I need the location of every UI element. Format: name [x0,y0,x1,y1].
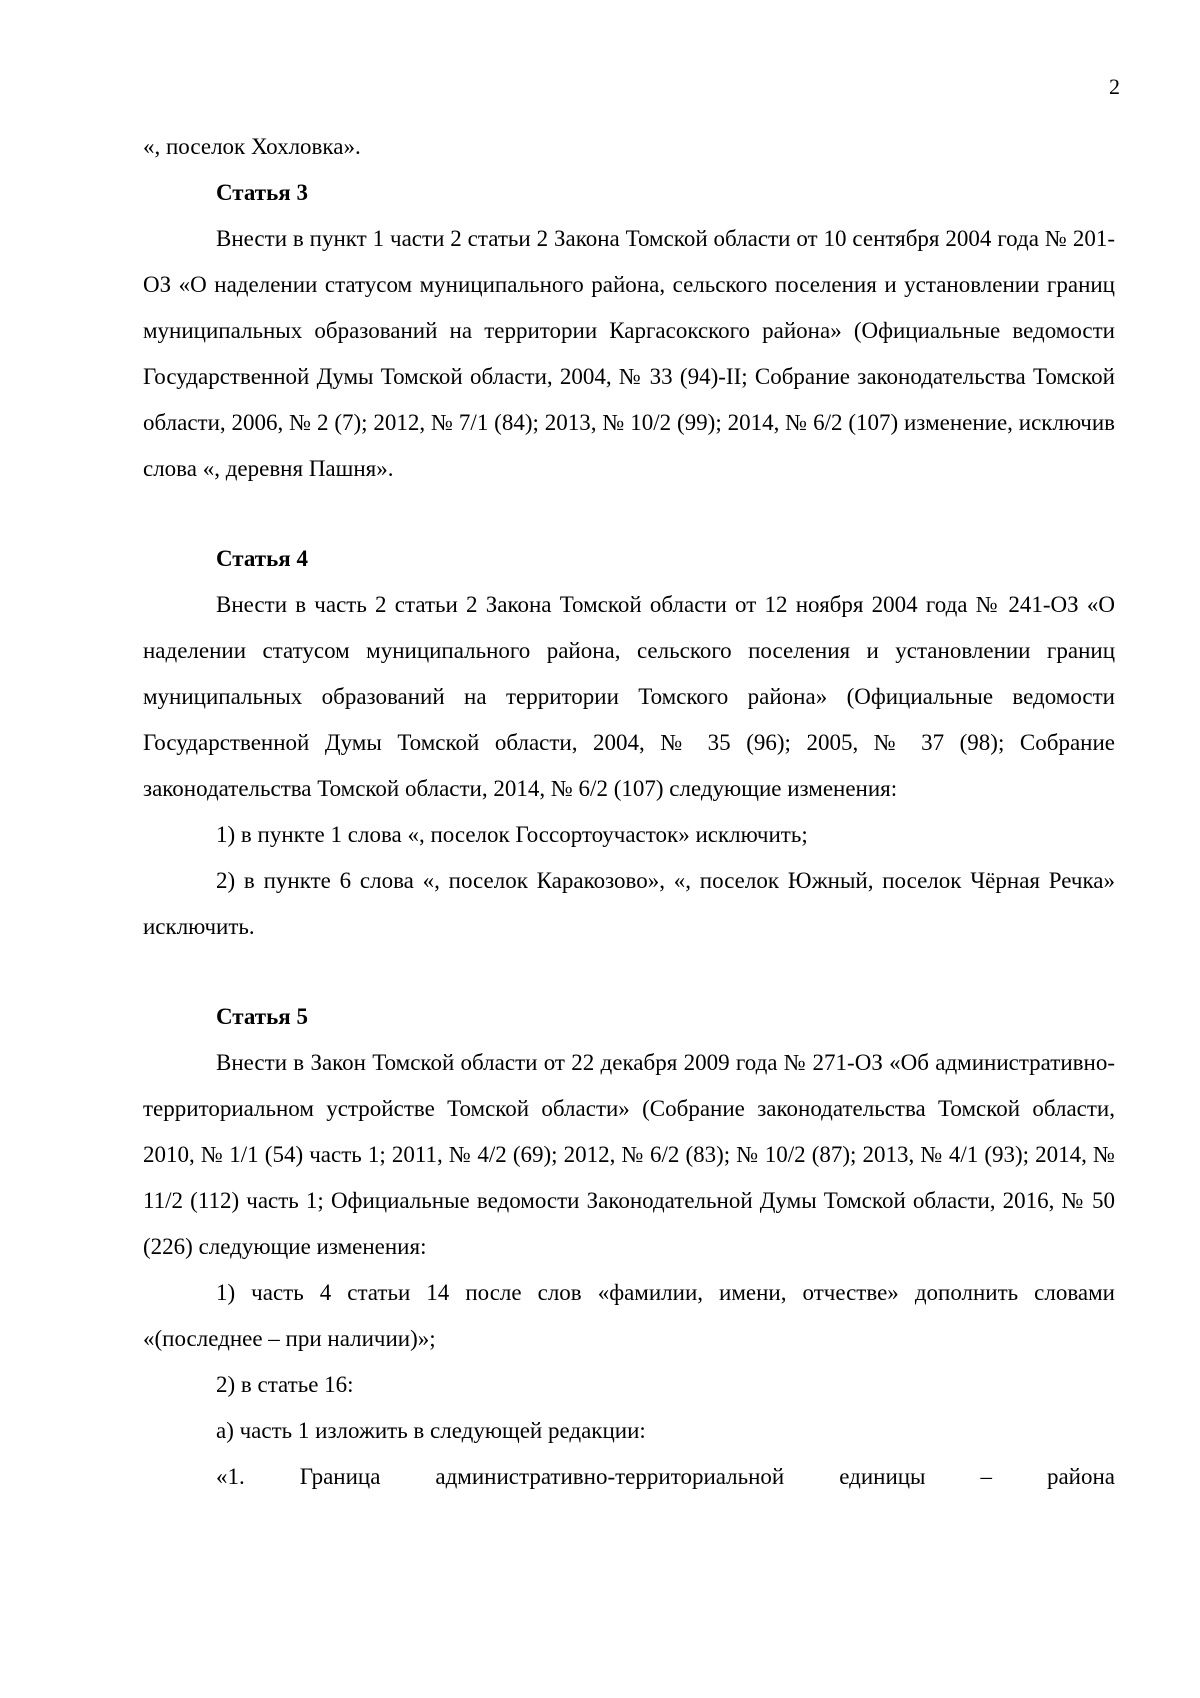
article-5-item-2: 2) в статье 16: [216,1372,354,1397]
article-5-text: Внести в Закон Томской области от 22 декабря 2009 года № 271-ОЗ «Об административно-территориальном устройстве Томской области» (Собрание законодательства Томской области, 2010, № 1/1 (54) часть 1; 2011, № 4/2 (69); 2012, № 6/2 (83); № 10/2 (87); 2013, № 4/1 (93); 2014, № 11/2 (112) часть 1; Официальные ведомости Законодательной Думы Томской области, 2016, № 50 (226) следующие изменения: [143,1050,1115,1259]
article-4-text: Внести в часть 2 статьи 2 Закона Томской области от 12 ноября 2004 года № 241-ОЗ «О наделении статусом муниципального района, сельского поселения и установлении границ муниципальных образований на территории Томского района» (Официальные ведомости Государственной Думы Томской области, 2004, № 35 (96); 2005, № 37 (98); Собрание законодательства Томской области, 2014, № 6/2 (107) следующие изменения: [143,592,1115,801]
article-5-quote-start: «1. Граница административно-территориальной единицы – района [216,1464,1115,1489]
article-3-heading: Статья 3 [216,180,308,205]
article-5-heading: Статья 5 [216,1004,308,1029]
article-5-item-2a: а) часть 1 изложить в следующей редакции: [216,1418,646,1443]
article-4-item-2: 2) в пункте 6 слова «, поселок Каракозово», «, поселок Южный, поселок Чёрная Речка» исключить. [143,868,1115,939]
document-body [143,124,1115,1500]
article-3-text: Внести в пункт 1 части 2 статьи 2 Закона Томской области от 10 сентября 2004 года № 201-ОЗ «О наделении статусом муниципального района, сельского поселения и установлении границ муниципальных образований на территории Каргасокского района» (Официальные ведомости Государственной Думы Томской области, 2004, № 33 (94)-II; Собрание законодательства Томской области, 2006, № 2 (7); 2012, № 7/1 (84); 2013, № 10/2 (99); 2014, № 6/2 (107) изменение, исключив слова «, деревня Пашня». [143,226,1115,481]
article-4-item-1: 1) в пункте 1 слова «, поселок Госсортоучасток» исключить; [216,822,808,847]
page-number: 2 [1109,74,1120,99]
article-4-heading: Статья 4 [216,546,308,571]
intro-line: «, поселок Хохловка». [143,134,361,159]
article-5-item-1: 1) часть 4 статьи 14 после слов «фамилии, имени, отчестве» дополнить словами «(последнее – при наличии)»; [143,1280,1115,1351]
